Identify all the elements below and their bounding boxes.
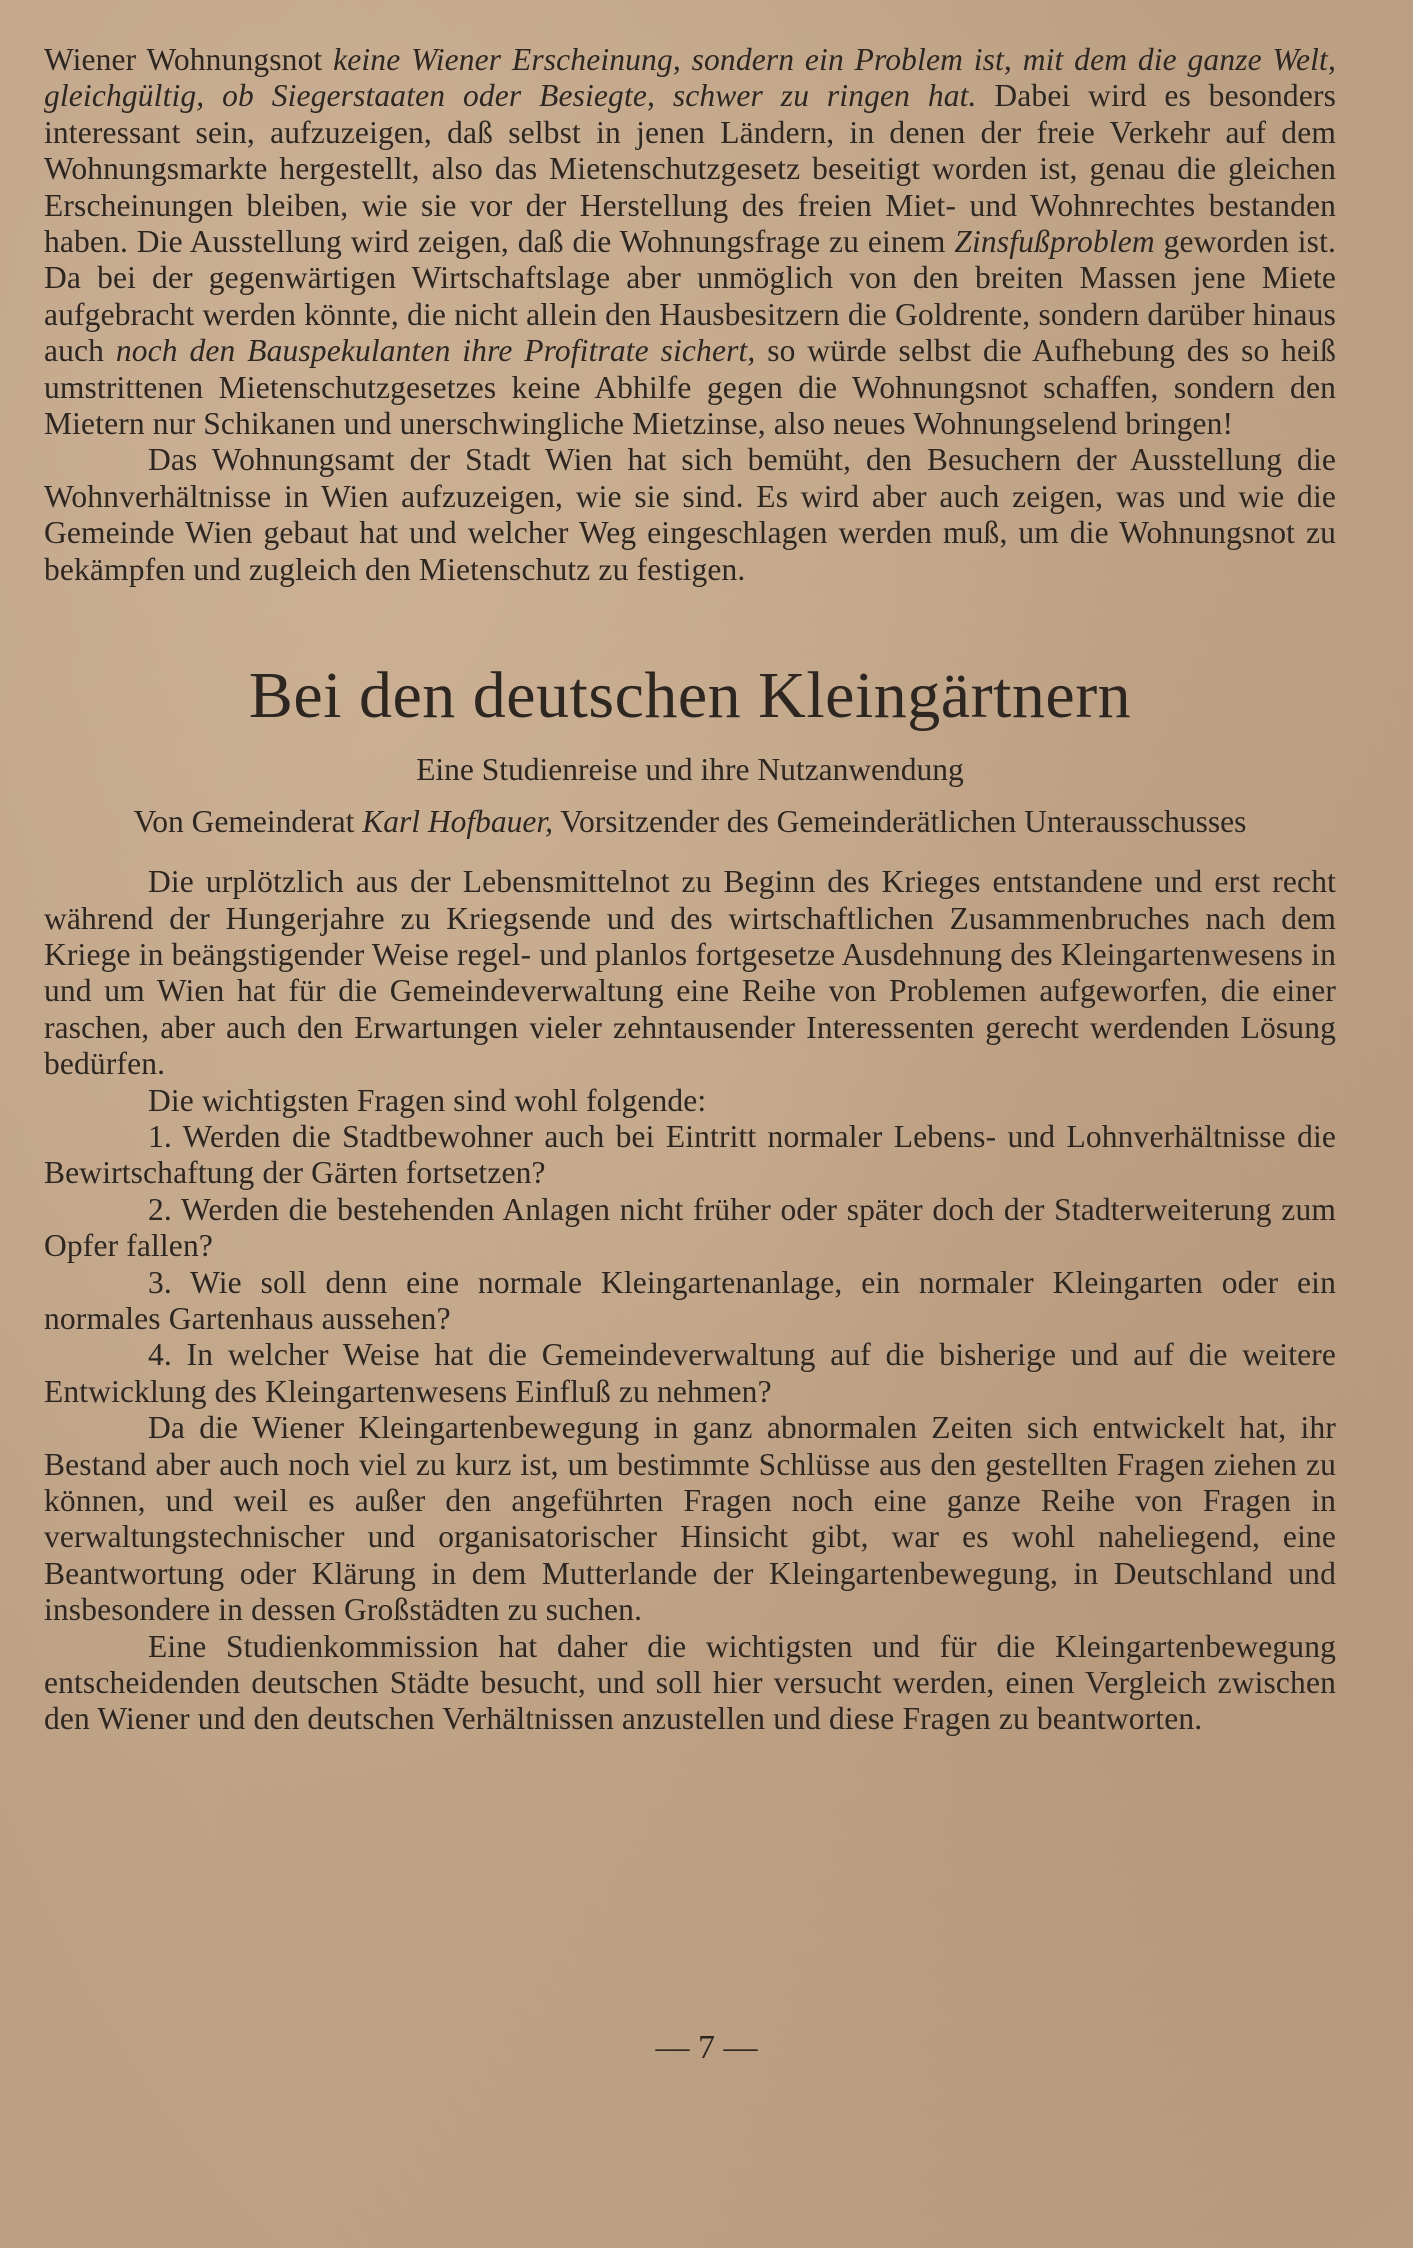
body-paragraph: Die urplötzlich aus der Lebensmittelnot zu Beginn des Krieges entstandene und erst recht während der Hungerjahre zu Kriegsende und des wirtschaftlichen Zusammenbruches nach dem Kriege in beängstigender Weise regel- und planlos fortgesetze Ausdehnung des Kleingartenwesens in und um Wien hat für die Gemeindeverwaltung eine Reihe von Problemen aufgeworfen, die einer raschen, aber auch den Erwartungen vieler zehntausender Interessenten gerecht werdenden Lösung bedürfen. [44, 864, 1336, 1082]
body-paragraph: Die wichtigsten Fragen sind wohl folgende: [148, 1082, 707, 1118]
italic-text-run: keine Wiener Erscheinung, sondern ein Problem ist, mit dem die ganze Welt, gleichgültig, ob Siegerstaaten oder Besiegte, schwer zu ringen hat. [44, 42, 1336, 114]
byline-role: Vorsitzender des Gemeinderätlichen Unterausschusses [553, 804, 1247, 840]
question-item: 3. Wie soll denn eine normale Kleingartenanlage, ein normaler Kleingarten oder ein normales Gartenhaus aussehen? [44, 1264, 1336, 1336]
article-title: Bei den deutschen Kleingärtnern [248, 659, 1132, 733]
intro-paragraph-1 [44, 42, 1336, 442]
text-run: Wiener Wohnungsnot [44, 42, 334, 77]
text-run: geworden ist. Da bei der gegenwärtigen Wirtschaftslage aber unmöglich von den breiten Massen jene Miete aufgebracht werden könnte, die nicht allein den Hausbesitzern die Goldrente, sondern darüber hinaus auch [44, 224, 1336, 369]
question-item: 1. Werden die Stadtbewohner auch bei Eintritt normaler Lebens- und Lohnverhältnisse die Bewirtschaftung der Gärten fortsetzen? [44, 1118, 1336, 1191]
question-item: 4. In welcher Weise hat die Gemeindeverwaltung auf die bisherige und auf die weitere Entwicklung des Kleingartenwesens Einfluß zu nehmen? [44, 1337, 1336, 1409]
intro-paragraph-2: Das Wohnungsamt der Stadt Wien hat sich bemüht, den Besuchern der Ausstellung die Wohnverhältnisse in Wien aufzuzeigen, wie sie sind. Es wird aber auch zeigen, was und wie die Gemeinde Wien gebaut hat und welcher Weg eingeschlagen werden muß, um die Wohnungsnot zu bekämpfen und zugleich den Mietenschutz zu festigen. [44, 442, 1336, 587]
byline-author: Karl Hofbauer, [362, 804, 553, 840]
text-run: Dabei wird es besonders interessant sein, aufzuzeigen, daß selbst in jenen Ländern, in denen der freie Verkehr auf dem Wohnungsmarkte hergestellt, also das Mietenschutzgesetz beseitigt worden ist, genau die gleichen Erscheinungen bleiben, wie sie vor der Herstellung des freien Miet- und Wohnrechtes bestanden haben. Die Ausstellung wird zeigen, daß die Wohnungsfrage zu einem [44, 78, 1337, 260]
italic-text-run: Zinsfußproblem [954, 224, 1155, 260]
page-number: — 7 — [655, 2029, 758, 2066]
byline-prefix: Von Gemeinderat [133, 804, 363, 840]
article-byline [44, 804, 1336, 840]
body-paragraph: Eine Studienkommission hat daher die wichtigsten und für die Kleingartenbewegung entscheidenden deutschen Städte besucht, und soll hier versucht werden, einen Vergleich zwischen den Wiener und den deutschen Verhältnissen anzustellen und diese Fragen zu beantworten. [44, 1628, 1336, 1737]
article-subtitle: Eine Studienreise und ihre Nutzanwendung [416, 752, 964, 788]
page-content [44, 42, 1336, 1738]
article-body [44, 864, 1336, 1738]
body-paragraph: Da die Wiener Kleingartenbewegung in ganz abnormalen Zeiten sich entwickelt hat, ihr Bestand aber auch noch viel zu kurz ist, um bestimmte Schlüsse aus den gestellten Fragen ziehen zu können, und weil es außer den angeführten Fragen noch eine ganze Reihe von Fragen in verwaltungstechnischer und organisatorischer Hinsicht gibt, war es wohl naheliegend, eine Beantwortung oder Klärung in dem Mutterlande der Kleingartenbewegung, in Deutschland und insbesondere in dessen Großstädten zu suchen. [44, 1410, 1336, 1628]
question-item: 2. Werden die bestehenden Anlagen nicht früher oder später doch der Stadterweiterung zum Opfer fallen? [44, 1191, 1336, 1264]
italic-text-run: noch den Bauspekulanten ihre Profitrate sichert, [115, 333, 756, 369]
text-run: so würde selbst die Aufhebung des so heiß umstrittenen Mietenschutzgesetzes keine Abhilfe gegen die Wohnungsnot schaffen, sondern den Mietern nur Schikanen und unerschwingliche Mietzinse, also neues Wohnungselend bringen! [44, 333, 1336, 442]
